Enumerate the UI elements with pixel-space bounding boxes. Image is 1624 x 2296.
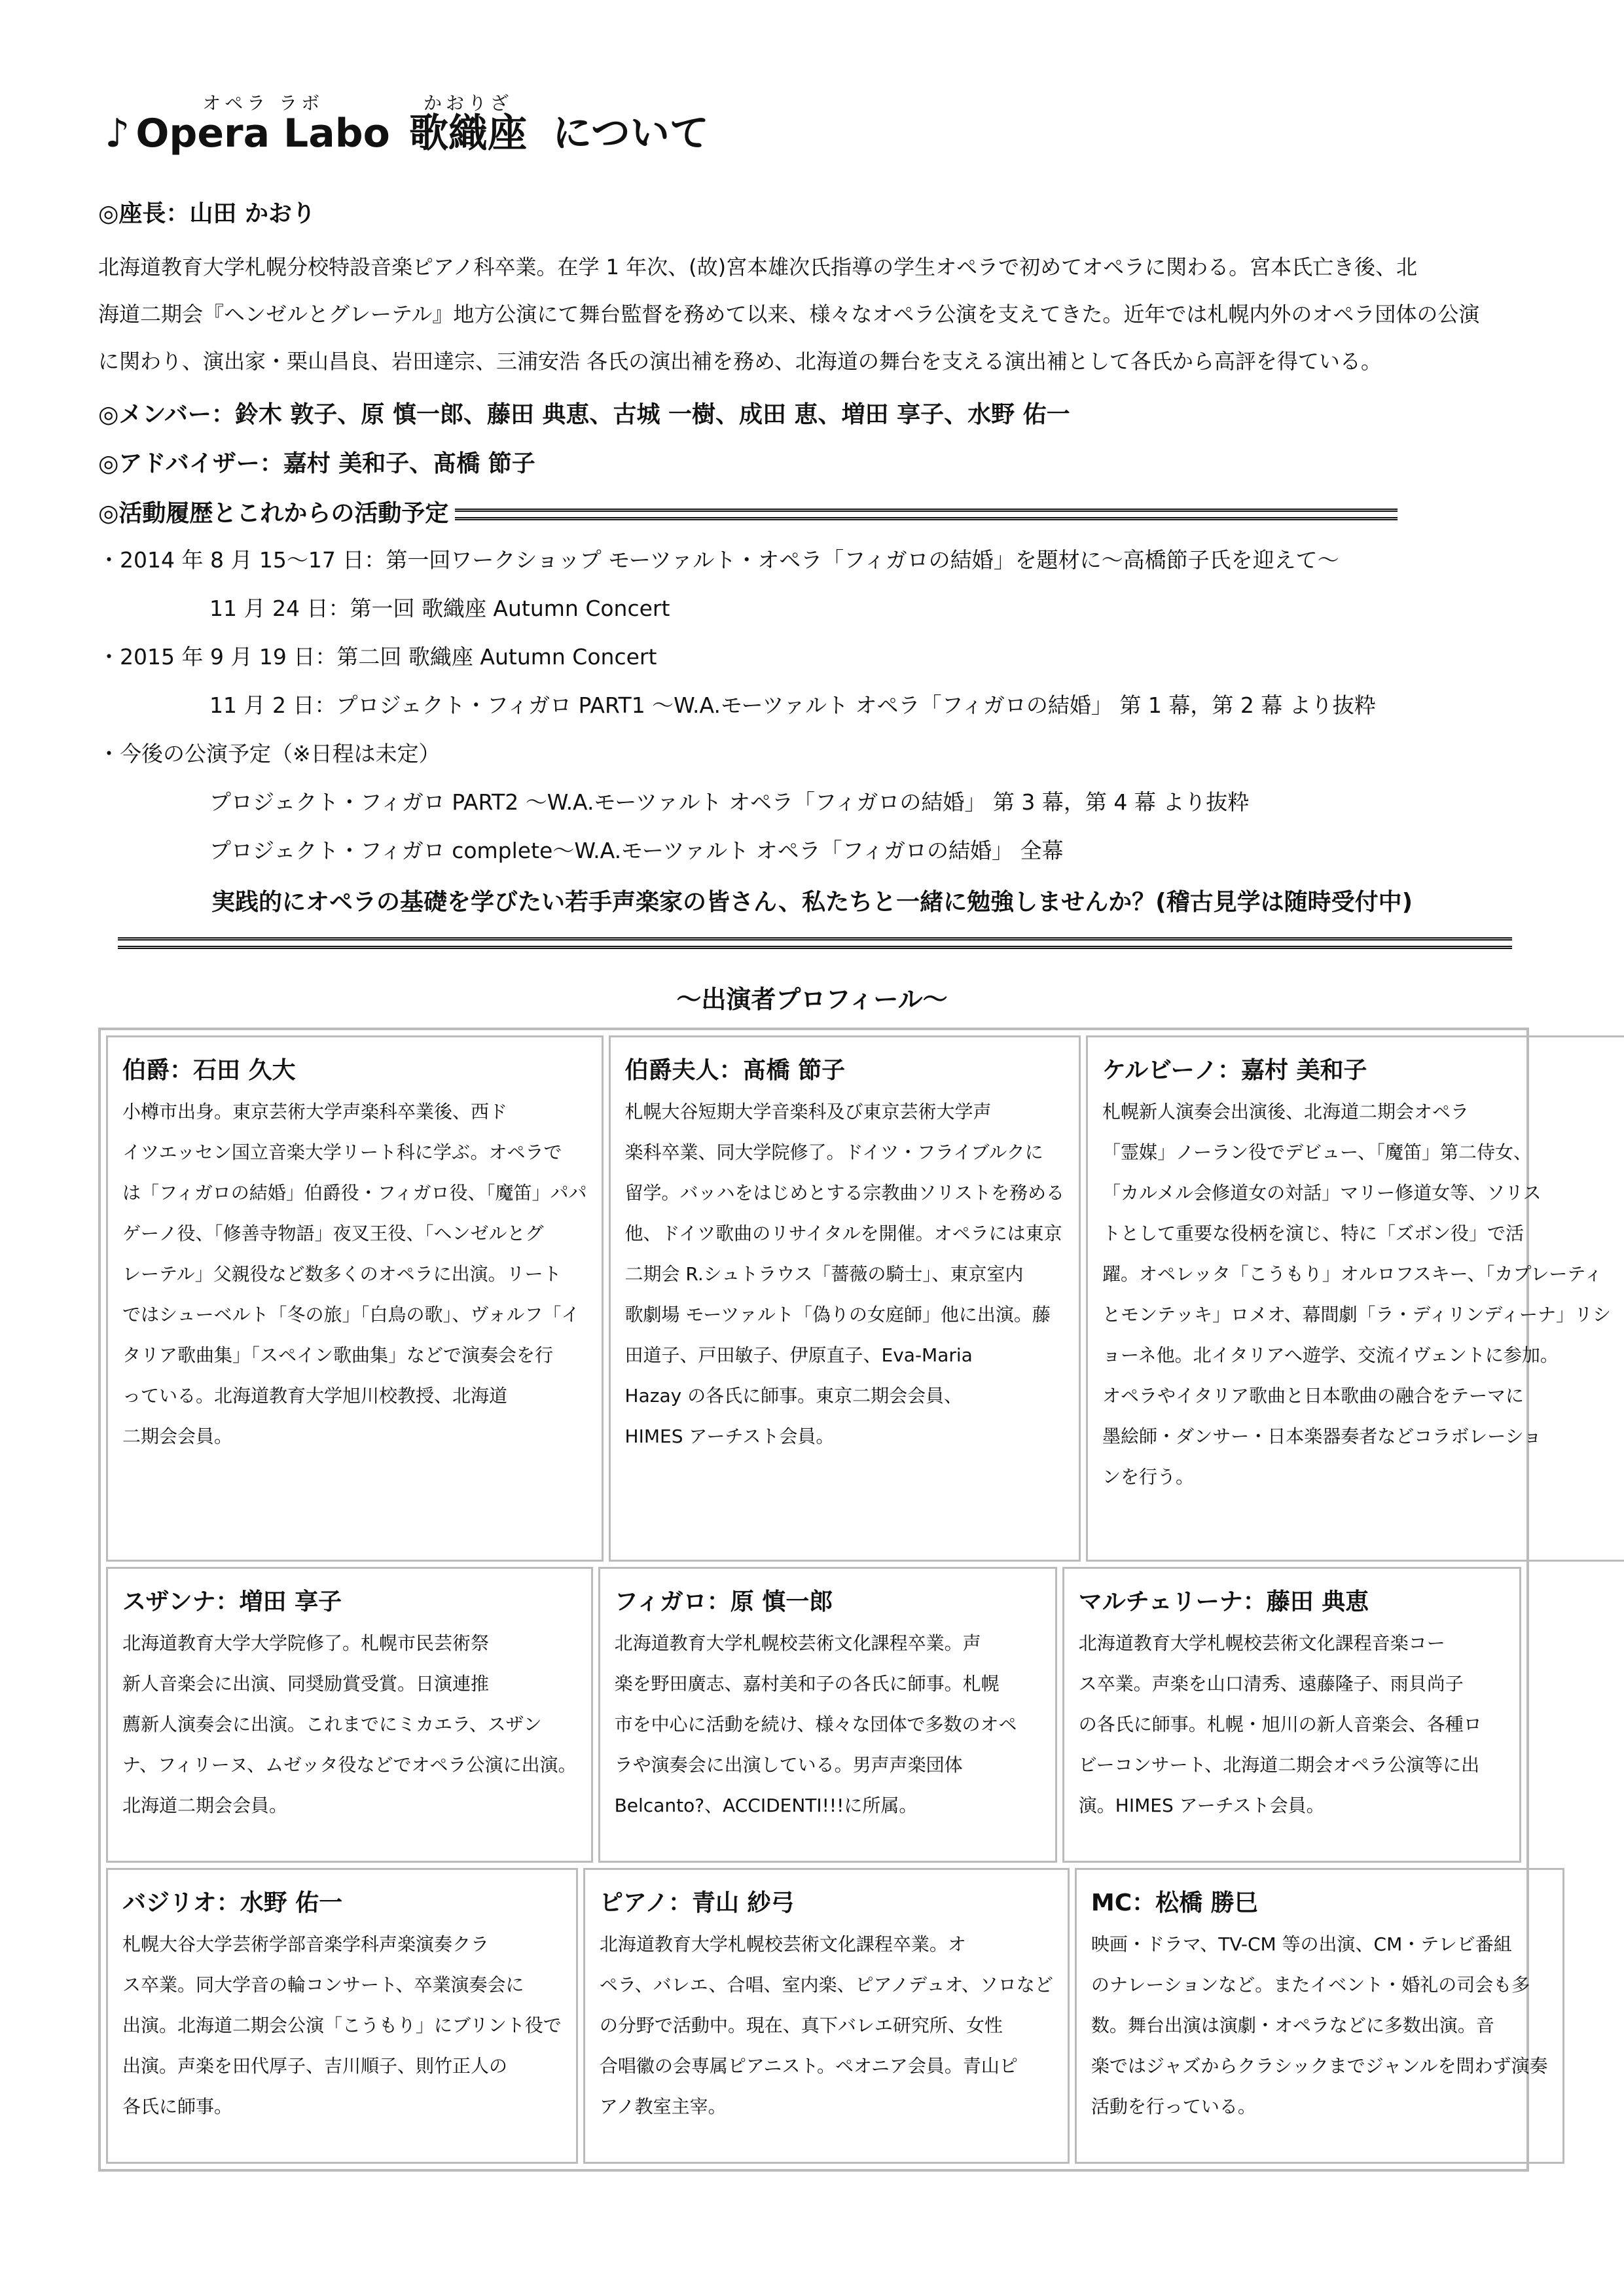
title-opera-labo [135,92,390,157]
profile-bio-line: ンを行う。 [1102,1466,1194,1488]
profile-bio-line: のナレーションなど。またイベント・婚礼の司会も多 [1091,1974,1530,1996]
profile-bio-line: 楽を野田廣志、嘉村美和子の各氏に師事。札幌 [614,1673,1000,1695]
title-kaorisa-ruby: かおりざ [423,92,513,114]
profile-card-count [106,1035,604,1562]
title-kaorisa-text: 歌織座 [409,111,527,156]
profile-bio-line: ス卒業。同大学音の輪コンサート、卒業演奏会に [122,1974,524,1996]
profile-card-marcellina [1062,1567,1521,1863]
profile-bio-line: 北海道教育大学札幌校芸術文化課程卒業。オ [599,1933,966,1955]
profile-bio-line: 映画・ドラマ、TV-CM 等の出演、CM・テレビ番組 [1091,1933,1512,1955]
profiles-heading: ～出演者プロフィール～ [676,985,948,1014]
profile-bio-line: 北海道教育大学大学院修了。札幌市民芸術祭 [122,1632,490,1654]
title-opera-labo-ruby: オペラ ラボ [202,92,324,114]
profile-bio-line: 他、ドイツ歌曲のリサイタルを開催。オペラには東京 [624,1223,1062,1244]
profile-bio-line: 札幌大谷短期大学音楽科及び東京芸術大学声 [624,1101,992,1122]
profile-bio [625,1092,1064,1457]
profile-bio-line: 二期会 R.シュトラウス「薔薇の騎士」、東京室内 [624,1263,1024,1285]
profiles-grid [98,1028,1611,2172]
profile-bio-line: 墨絵師・ダンサー・日本楽器奏者などコラボレーショ [1102,1426,1542,1447]
profile-bio-line: 新人音楽会に出演、同奨励賞受賞。日演連推 [122,1673,490,1695]
advisers-heading: ◎アドバイザー：嘉村 美和子、髙橋 節子 [98,450,535,477]
profile-bio-line: 札幌大谷大学芸術学部音楽学科声楽演奏クラ [122,1933,490,1955]
profile-bio-line: ョーネ他。北イタリアへ遊学、交流イヴェントに参加。 [1102,1344,1559,1366]
profile-bio-line: オペラやイタリア歌曲と日本歌曲の融合をテーマに [1102,1385,1524,1407]
profile-bio-line: 出演。声楽を田代厚子、吉川順子、則竹正人の [122,2055,508,2077]
profile-bio [122,1623,577,1826]
profile-bio-line: は「フィガロの結婚」伯爵役・フィガロ役、「魔笛」パパ [122,1182,587,1204]
profile-name: ピアノ：青山 紗弓 [599,1890,795,1916]
profile-bio [122,1092,587,1457]
profile-bio [615,1623,1041,1826]
profile-bio-line: 活動を行っている。 [1091,2096,1256,2117]
profile-bio [1079,1623,1505,1826]
profile-bio-line: 田道子、戸田敏子、伊原直子、Eva-Maria [624,1344,973,1366]
profile-bio-line: 数。舞台出演は演劇・オペラなどに多数出演。音 [1091,2015,1494,2036]
leader-heading: ◎座長：山田 かおり [98,200,316,227]
profile-card-susanna [106,1567,593,1863]
call-to-action: 実践的にオペラの基礎を学びたい若手声楽家の皆さん、私たちと一緒に勉強しませんか？(稽古見学は随時受付中) [211,889,1413,916]
profile-bio-line: 楽ではジャズからクラシックまでジャンルを問わず演奏 [1091,2055,1548,2077]
profiles-row [106,1567,1521,1863]
title-suffix-text: について [552,111,709,156]
activity-item-upcoming: ・今後の公演予定（※日程は未定） [98,741,441,766]
profile-bio-line: 出演。北海道二期会公演「こうもり」にブリント役で [122,2015,562,2036]
profile-bio-line: 二期会会員。 [122,1426,233,1447]
profile-bio-line: っている。北海道教育大学旭川校教授、北海道 [122,1385,508,1407]
profile-bio [122,1924,562,2127]
profile-bio-line: レーテル」父親役など数多くのオペラに出演。リート [122,1263,562,1285]
activity-item-figaro-part2: プロジェクト・フィガロ PART2 ～W.A.モーツァルト オペラ「フィガロの結婚」 第 3 幕，第 4 幕 より抜粋 [209,789,1250,815]
leader-bio-line: 海道二期会『ヘンゼルとグレーテル』地方公演にて舞台監督を務めて以来、様々なオペラ公演を支えてきた。近年では札幌内外のオペラ団体の公演 [98,302,1480,327]
profile-bio-line: 留学。バッハをはじめとする宗教曲ソリストを務める [624,1182,1064,1204]
profile-name: 伯爵夫人：髙橋 節子 [624,1057,846,1084]
profile-name: バジリオ：水野 佑一 [122,1890,343,1916]
activity-heading: ◎活動履歴とこれからの活動予定 [98,500,449,527]
profile-bio-line: の分野で活動中。現在、真下バレエ研究所、女性 [599,2015,1003,2036]
activity-item-2015-figaro-part1: 11 月 2 日：プロジェクト・フィガロ PART1 ～W.A.モーツァルト オペラ「フィガロの結婚」 第 1 幕，第 2 幕 より抜粋 [209,692,1376,718]
profile-bio-line: 札幌新人演奏会出演後、北海道二期会オペラ [1102,1101,1469,1122]
leader-bio [98,243,1538,385]
profile-bio-line: ナ、フィリーヌ、ムゼッタ役などでオペラ公演に出演。 [122,1754,577,1776]
profile-bio-line: 合唱徽の会専属ピアニスト。ペオニア会員。青山ピ [599,2055,1018,2077]
profile-bio-line: Belcanto?、ACCIDENTI!!!に所属。 [614,1795,918,1816]
profile-bio-line: 市を中心に活動を続け、様々な団体で多数のオペ [614,1713,1017,1735]
profile-bio-line: とモンテッキ」ロメオ、幕間劇「ラ・ディリンディーナ」リシ [1102,1304,1611,1325]
profile-bio-line: HIMES アーチスト会員。 [624,1426,835,1447]
title-opera-labo-text: Opera Labo [135,111,390,156]
profile-bio-line: トとして重要な役柄を演じ、特に「ズボン役」で活 [1102,1223,1524,1244]
leader-bio-line: 北海道教育大学札幌分校特設音楽ピアノ科卒業。在学 1 年次、(故)宮本雄次氏指導の学生オペラで初めてオペラに関わる。宮本氏亡き後、北 [98,255,1418,279]
profiles-row [106,1868,1548,2164]
profile-card-cherubino [1086,1035,1624,1562]
activity-item-2015-concert: ・2015 年 9 月 19 日：第二回 歌織座 Autumn Concert [98,644,657,670]
profile-card-figaro [598,1567,1057,1863]
profile-bio-line: 演。HIMES アーチスト会員。 [1078,1795,1325,1816]
leader-bio-line: に関わり、演出家・栗山昌良、岩田達宗、三浦安浩 各氏の演出補を務め、北海道の舞台を支える演出補として各氏から高評を得ている。 [98,349,1382,374]
profile-bio-line: ス卒業。声楽を山口清秀、遠藤隆子、雨貝尚子 [1078,1673,1464,1695]
profile-bio-line: ラや演奏会に出演している。男声声楽団体 [614,1754,963,1776]
profile-name: フィガロ：原 慎一郎 [614,1588,833,1615]
profile-card-basilio [106,1868,578,2164]
heading-double-rule [455,509,1398,520]
profile-name: 伯爵：石田 久大 [122,1057,296,1084]
profile-bio [1091,1924,1548,2127]
profile-name: ケルビーノ：嘉村 美和子 [1102,1057,1367,1084]
profile-bio-line: 躍。オペレッタ「こうもり」オルロフスキー、「カプレーティ [1102,1263,1603,1285]
activity-item-2014-concert: 11 月 24 日：第一回 歌織座 Autumn Concert [209,596,670,621]
music-note-icon: ♪ [105,111,130,156]
profiles-row [106,1035,1611,1562]
profile-bio-line: 楽科卒業、同大学院修了。ドイツ・フライブルクに [624,1141,1043,1163]
profile-bio-line: 「霊媒」ノーラン役でデビュー、「魔笛」第二侍女、 [1102,1141,1532,1163]
profile-bio-line: 北海道教育大学札幌校芸術文化課程音楽コー [1078,1632,1445,1654]
members-heading: ◎メンバー：鈴木 敦子、原 慎一郎、藤田 典恵、古城 一樹、成田 恵、増田 享子、水野 佑一 [98,401,1070,428]
profile-bio-line: 薦新人演奏会に出演。これまでにミカエラ、スザン [122,1713,542,1735]
profile-name: マルチェリーナ：藤田 典恵 [1078,1588,1369,1615]
profile-bio [1102,1092,1611,1498]
profile-bio-line: ゲーノ役、「修善寺物語」夜叉王役、「ヘンゼルとグ [122,1223,544,1244]
profile-bio-line: ペラ、バレエ、合唱、室内楽、ピアノデュオ、ソロなど [599,1974,1053,1996]
activity-item-2014-workshop: ・2014 年 8 月 15～17 日：第一回ワークショップ モーツァルト・オペラ「フィガロの結婚」を題材に～高橋節子氏を迎えて～ [98,547,1339,573]
profile-bio-line: 北海道二期会会員。 [122,1795,288,1816]
profile-bio-line: Hazay の各氏に師事。東京二期会会員、 [624,1385,963,1407]
profile-bio-line: アノ教室主宰。 [599,2096,727,2117]
title-kaorisa [409,92,527,157]
profile-bio-line: ビーコンサート、北海道二期会オペラ公演等に出 [1078,1754,1480,1776]
activity-item-figaro-complete: プロジェクト・フィガロ complete～W.A.モーツァルト オペラ「フィガロの結婚」 全幕 [209,838,1064,863]
profile-card-piano [583,1868,1070,2164]
profile-bio-line: の各氏に師事。札幌・旭川の新人音楽会、各種ロ [1078,1713,1482,1735]
profile-bio-line: 小樽市出身。東京芸術大学声楽科卒業後、西ド [122,1101,508,1122]
profile-bio [600,1924,1053,2127]
profile-bio-line: ではシューベルト「冬の旅」「白鳥の歌」、ヴォルフ「イ [122,1304,580,1325]
profile-name: スザンナ：増田 享子 [122,1588,342,1615]
profile-name: MC：松橋 勝巳 [1091,1890,1258,1916]
profile-bio-line: タリア歌曲集」「スペイン歌曲集」などで演奏会を行 [122,1344,554,1366]
title-suffix [552,110,709,157]
activity-heading-row [98,495,1398,528]
profile-bio-line: 北海道教育大学札幌校芸術文化課程卒業。声 [614,1632,981,1654]
profile-bio-line: 歌劇場 モーツァルト「偽りの女庭師」他に出演。藤 [624,1304,1051,1325]
profile-bio-line: 各氏に師事。 [122,2096,233,2117]
profile-bio-line: 「カルメル会修道女の対話」マリー修道女等、ソリス [1102,1182,1542,1204]
section-double-rule [118,937,1512,949]
profile-card-countess [609,1035,1081,1562]
page-title [105,92,709,188]
profile-card-mc [1075,1868,1564,2164]
profile-bio-line: イツエッセン国立音楽大学リート科に学ぶ。オペラで [122,1141,562,1163]
